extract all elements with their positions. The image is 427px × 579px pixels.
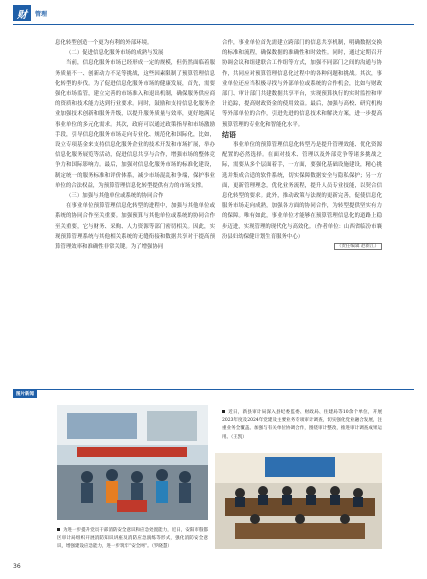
photo-caption-left: 为进一步提升党员干部消防安全意识和应急处置能力，近日，安阳市殷都区审计局组织开展消防知识讲座及消防应急演练等形式，强化消防安全意识，增强建设应急能力，进一步筑牢“安全网”。（罗晓慧） [57, 528, 208, 550]
photo-news-tag: 图片新闻 [13, 390, 37, 398]
section-label: 管理 [35, 10, 48, 18]
header-divider [13, 24, 414, 25]
subsection-heading: （二）促进信息化服务市场的成熟与发展 [66, 50, 164, 57]
photo-fire-safety-training [57, 405, 208, 520]
caption-bullet-icon [57, 528, 60, 531]
paragraph: 事业单位的预算管理信息化转型乃是提升管理效能、优化资源配置的必然选择。在面对技术、管理以及外部竞争等诸多挑战之际，需要从多个层面着手，一方面，要强化基础设施建设，精心挑选并集成合适的软件系统，切实保障数据安全与隐私保护；另一方面，更新管理理念，优化业务流程，提升人员专业技能，以契合信息化转型的要求。此外，推动政策与法规的更新完善，促使信息化服务市场走向成熟，加强各方面的协同合作，为转型提供坚实有力的保障。唯有如此，事业单位才能够在预算管理信息化的道路上稳步迈进，实现管理的现代化与高效化。（作者单位：山西省临汾市襄汾县妇幼保健计划生育服务中心） [222, 142, 382, 240]
photo-caption-right: 近日，新县审计局深入县纪委监委、财政局、住建局等10余个单位，开展2023年度及2024年党建及主要业务专项审计调查，切实强化党业融合发展，注重业务全覆盖。加强与有关单位协调合作，围绕审计整改，推进审计调查成果运用。（王凯） [222, 410, 382, 440]
paragraph: 息化转型创造一个更为有利的外部环境。 [55, 40, 153, 46]
paragraph: 当前，信息化服务市场已经形成一定的规模，但仍然面临着服务质量不一、创新动力不足等挑战，这些因素限制了预算管理信息化转型的步伐。为了促进信息化服务市场的健康发展，首先，需要强化市场监管，建立完善的市场准入和退出机制，确保服务供应商的资质和技术能力达到行业要求。同时，鼓励和支持信息化服务企业加强技术创新和服务升级，以提升服务质量与效率，更好地满足事业单位的多元化需求。其次，政府可以通过政策指导和市场激励手段，引导信息化服务市场走向专业化、规范化和国际化，比如，设立专项基金来支持信息化服务企业的技术开发和市场扩展，举办信息化服务展览等活动，促进信息共享与合作，增强市场的整体竞争力和国际影响力。最后，加强对信息化服务市场的标准化建设，制定统一的服务标准和评价体系，减少市场混乱和争端，保护事业单位的合法权益，为预算管理信息化转型提供有力的市场支撑。 [55, 60, 215, 189]
page-number: 36 [13, 563, 21, 570]
right-column [222, 38, 382, 252]
page-header [13, 4, 47, 22]
caption-bullet-icon [222, 410, 225, 413]
photo-section-divider [13, 389, 414, 390]
conclusion-heading: 结语 [222, 129, 237, 139]
paragraph: 在事业单位预算管理信息化转型的进程中，加强与其他单位或系统的协同合作至关重要。加强预算与其他单位或系统的协同合作至关重要，它与财务、采购、人力资源等部门密切相关。因此，实现预算管理系统与其他相关系统的无缝衔接和数据共享对于提高预算管理效率和准确性非常关键。为了增强协同 [55, 203, 215, 251]
paragraph: 合作，事业单位首先需建立跨部门的信息共享机制，明确数据交换的标准和流程，确保数据的准确性和时效性。同时，通过定期召开协调会议和组建联合工作组等方式，加强不同部门之间的沟通与协作，共同应对预算管理信息化过程中的各种问题和挑战。其次，事业单位还应当积极寻找与外部单位或系统的合作机会，比如与财政部门、审计部门共建数据共享平台，实现预算执行的实时监控和审计追踪，提高财政资金的使用效益。最后，加强与高校、研究机构等外部单位的合作，引进先进的信息技术和解决方案，进一步提高预算管理的专业化和智能化水平。 [222, 40, 382, 128]
editor-credit: （责任编辑 赵新江） [222, 242, 382, 252]
photo-section-header [13, 390, 37, 398]
photo-audit-meeting [215, 453, 382, 549]
subsection-heading: （三）加强与其他单位或系统的协同合作 [66, 193, 164, 200]
magazine-logo-icon: 财 [13, 5, 31, 21]
left-column [55, 38, 215, 252]
photo-fire-safety-image [57, 405, 208, 520]
photo-meeting-image [215, 453, 382, 549]
